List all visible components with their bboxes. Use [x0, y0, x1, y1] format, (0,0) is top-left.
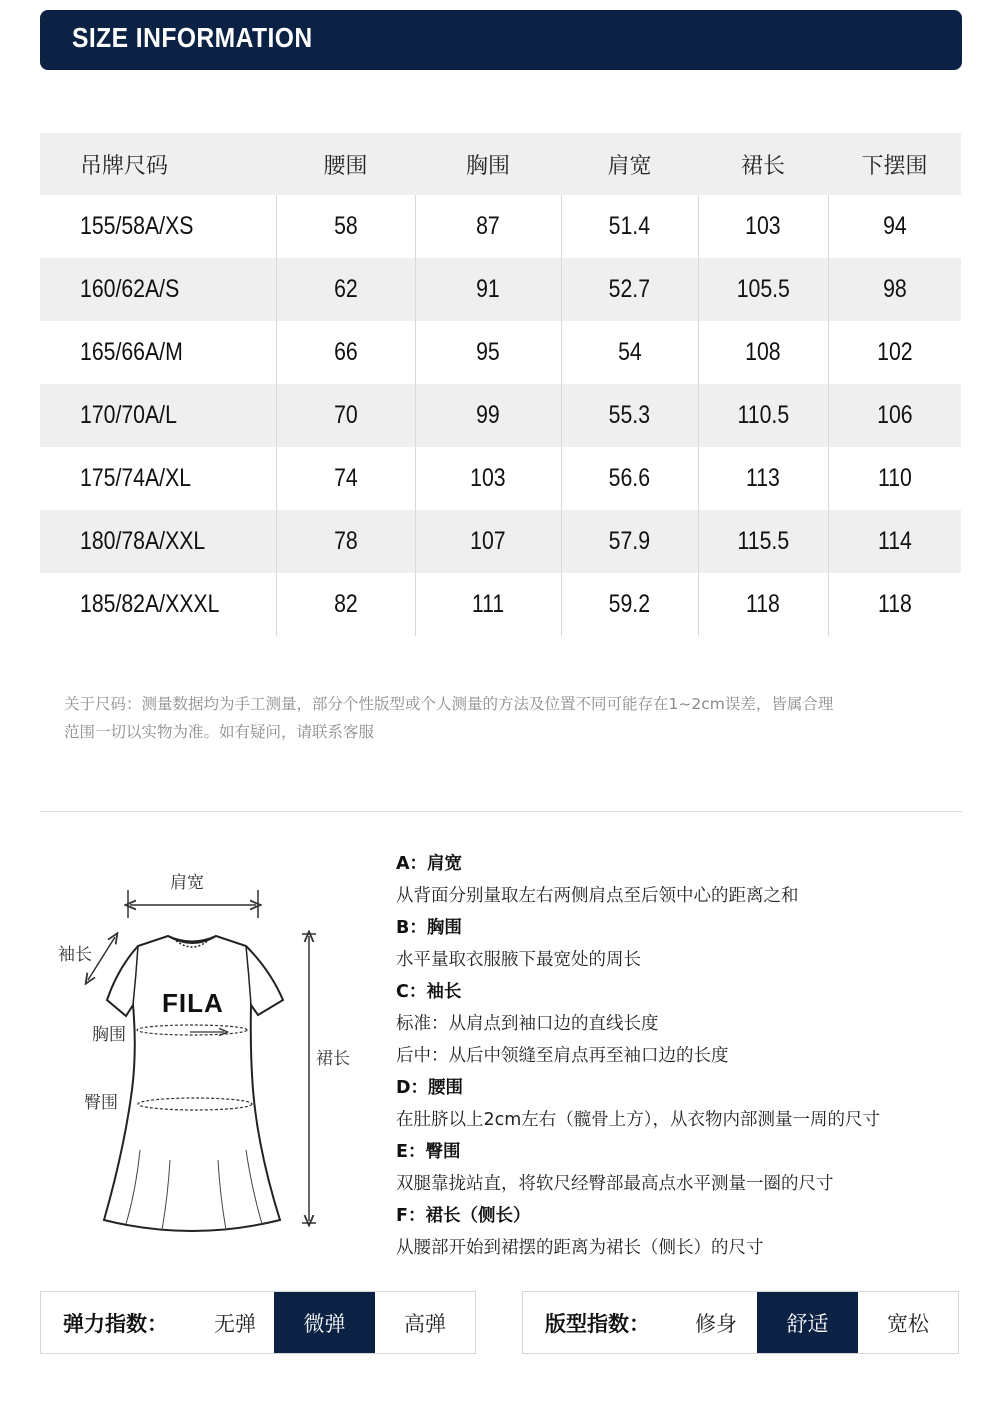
table-cell: 155/58A/XS [80, 212, 194, 240]
header-banner [40, 10, 962, 70]
table-row [40, 321, 961, 384]
table-row [40, 573, 961, 636]
table-cell: 52.7 [561, 258, 698, 321]
size-note [64, 690, 964, 746]
table-cell: 70 [276, 384, 415, 447]
table-cell: 94 [828, 195, 961, 258]
table-cell: 66 [276, 321, 415, 384]
table-cell: 107 [415, 510, 561, 573]
note-line: 关于尺码：测量数据均为手工测量，部分个性版型或个人测量的方法及位置不同可能存在1~2cm误差，皆属合理 [64, 695, 834, 713]
measure-shoulder-title: A：肩宽 [396, 854, 463, 874]
table-cell: 56.6 [561, 447, 698, 510]
fit-option-comfort: 舒适 [757, 1292, 858, 1353]
table-cell: 55.3 [561, 384, 698, 447]
table-cell: 170/70A/L [40, 384, 276, 447]
table-cell: 98 [828, 258, 961, 321]
table-cell: 78 [276, 510, 415, 573]
measure-hip-title: E：臀围 [396, 1142, 461, 1162]
hip-label: 臀围 [84, 1093, 118, 1113]
measure-waist-desc: 在肚脐以上2cm左右（髋骨上方），从衣物内部测量一周的尺寸 [396, 1110, 881, 1130]
chest-label: 胸围 [92, 1025, 126, 1045]
fit-index [522, 1291, 959, 1354]
column-header-chest: 胸围 [415, 133, 561, 195]
sleeve-label: 袖长 [58, 945, 92, 965]
table-row [40, 510, 961, 573]
column-header-length: 裙长 [698, 133, 828, 195]
fit-option-slim: 修身 [695, 1311, 737, 1336]
table-cell: 59.2 [561, 573, 698, 636]
table-cell: 82 [276, 573, 415, 636]
table-cell: 180/78A/XXL [40, 510, 276, 573]
table-row [40, 384, 961, 447]
table-cell: 87 [415, 195, 561, 258]
note-line: 范围一切以实物为准。如有疑问，请联系客服 [64, 723, 375, 741]
table-cell: 106 [828, 384, 961, 447]
table-header-row [40, 133, 961, 195]
page-title: SIZE INFORMATION [72, 22, 313, 53]
table-cell: 115.5 [698, 510, 828, 573]
table-cell: 51.4 [561, 195, 698, 258]
column-header-shoulder: 肩宽 [561, 133, 698, 195]
measure-chest-desc: 水平量取衣服腋下最宽处的周长 [396, 950, 641, 970]
table-cell: 113 [698, 447, 828, 510]
measure-hip-desc: 双腿靠拢站直，将软尺经臀部最高点水平测量一圈的尺寸 [396, 1174, 834, 1194]
fila-logo: FILA [162, 988, 224, 1018]
elasticity-option-high: 高弹 [404, 1311, 446, 1336]
table-cell: 99 [415, 384, 561, 447]
shoulder-label: 肩宽 [170, 873, 204, 893]
table-cell: 175/74A/XL [80, 464, 192, 492]
table-cell: 95 [415, 321, 561, 384]
measurement-instructions [396, 848, 976, 1264]
size-table [40, 133, 961, 636]
table-cell: 102 [828, 321, 961, 384]
measure-chest-title: B：胸围 [396, 918, 462, 938]
table-cell: 165/66A/M [80, 338, 183, 366]
table-cell: 108 [698, 321, 828, 384]
fit-option-loose: 宽松 [887, 1311, 929, 1336]
table-cell: 74 [276, 447, 415, 510]
table-cell: 105.5 [698, 258, 828, 321]
table-cell: 114 [828, 510, 961, 573]
dress-measurement-diagram [40, 850, 380, 1250]
measure-shoulder-desc: 从背面分别量取左右两侧肩点至后领中心的距离之和 [396, 886, 799, 906]
elasticity-option-none: 无弹 [214, 1311, 256, 1336]
measure-sleeve-desc: 标准：从肩点到袖口边的直线长度 [396, 1014, 659, 1034]
length-label: 裙长 [316, 1049, 350, 1069]
table-cell: 110.5 [698, 384, 828, 447]
measure-length-title: F：裙长（侧长） [396, 1206, 531, 1226]
table-row [40, 258, 961, 321]
measure-sleeve-desc: 后中：从后中领缝至肩点再至袖口边的长度 [396, 1046, 729, 1066]
table-cell: 185/82A/XXXL [80, 590, 220, 618]
column-header-hem: 下摆围 [828, 133, 961, 195]
table-cell: 58 [276, 195, 415, 258]
measure-sleeve-title: C：袖长 [396, 982, 462, 1002]
table-cell: 103 [698, 195, 828, 258]
table-row [40, 447, 961, 510]
table-cell: 110 [828, 447, 961, 510]
table-cell: 62 [276, 258, 415, 321]
table-cell: 160/62A/S [40, 258, 276, 321]
table-cell: 54 [561, 321, 698, 384]
table-cell: 111 [415, 573, 561, 636]
column-header-waist: 腰围 [276, 133, 415, 195]
section-divider [40, 811, 962, 812]
table-cell: 57.9 [561, 510, 698, 573]
table-cell: 103 [415, 447, 561, 510]
measure-length-desc: 从腰部开始到裙摆的距离为裙长（侧长）的尺寸 [396, 1238, 764, 1258]
elasticity-index [40, 1291, 476, 1354]
column-header-size: 吊牌尺码 [40, 133, 276, 195]
table-cell: 91 [415, 258, 561, 321]
elasticity-label: 弹力指数： [63, 1311, 168, 1336]
table-row [40, 195, 961, 258]
table-cell: 118 [698, 573, 828, 636]
measure-waist-title: D：腰围 [396, 1078, 464, 1098]
elasticity-option-slight: 微弹 [274, 1292, 375, 1353]
table-cell: 118 [828, 573, 961, 636]
fit-label: 版型指数： [545, 1311, 650, 1336]
